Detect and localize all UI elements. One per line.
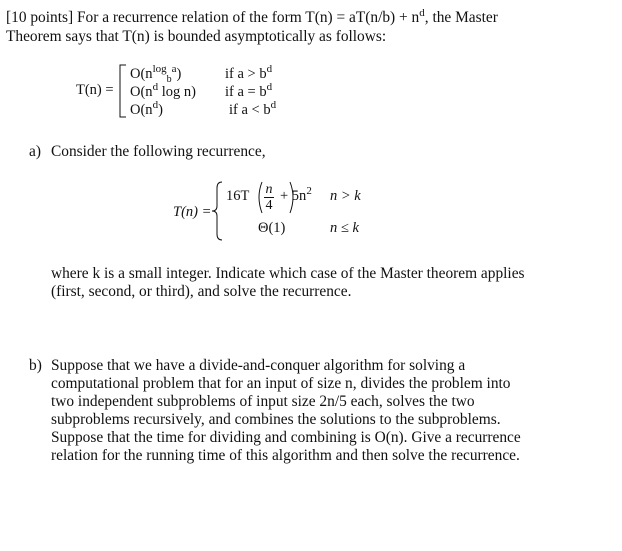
recurrence-case-1-cond: n > k: [330, 188, 361, 204]
part-b-line: relation for the running time of this algorithm and then solve the recurrence.: [51, 447, 520, 464]
recurrence-case-2-val: Θ(1): [258, 220, 286, 236]
part-b-label: b): [29, 357, 42, 374]
part-a-desc-2: (first, second, or third), and solve the recurrence.: [51, 283, 352, 300]
part-a-label: a): [29, 143, 41, 160]
master-case-2-bound: $O(n^d$ log n): [130, 81, 196, 100]
part-b-line: Suppose that we have a divide-and-conquer algorithm for solving a: [51, 357, 466, 374]
master-case-1-cond: if $a > b^d$: [225, 63, 273, 82]
part-a-desc-1: where k is a small integer. Indicate which case of the Master theorem applies: [51, 265, 525, 282]
fraction-numerator: n: [265, 182, 273, 197]
master-case-3-bound: $O(n^d)$: [130, 99, 163, 118]
recurrence-case-1-rest: + $5n^2$: [280, 185, 312, 204]
recurrence-brace: [210, 180, 224, 242]
intro-line-1: [10 points] For a recurrence relation of the form $T(n) = aT(n/b) + n^d$, the Master: [6, 6, 498, 26]
part-b-line: two independent subproblems of input size 2n/5 each, solves the two: [51, 393, 475, 410]
part-a-text: Consider the following recurrence,: [51, 143, 266, 160]
part-b-line: subproblems recursively, and combines the solutions to the subproblems.: [51, 411, 501, 428]
master-bracket: [118, 63, 128, 119]
fraction-denominator: 4: [265, 198, 273, 213]
recurrence-lhs: T(n) =: [173, 204, 212, 220]
master-lhs: T(n) =: [76, 82, 114, 98]
recurrence-case-2-cond: n ≤ k: [330, 220, 359, 236]
recurrence-case-1-coef: 16T: [226, 188, 250, 204]
master-case-2-cond: if $a = b^d$: [225, 81, 273, 100]
part-b-line: computational problem that for an input of size n, divides the problem into: [51, 375, 511, 392]
master-case-3-cond: if $a < b^d$: [229, 99, 277, 118]
master-case-1-bound: $O(n^{log}_b^a)$: [130, 63, 182, 85]
part-b-line: Suppose that the time for dividing and combining is O(n). Give a recurrence: [51, 429, 521, 446]
intro-line-2: Theorem says that T(n) is bounded asymptotically as follows:: [6, 28, 387, 45]
recurrence-fraction: [264, 182, 274, 213]
